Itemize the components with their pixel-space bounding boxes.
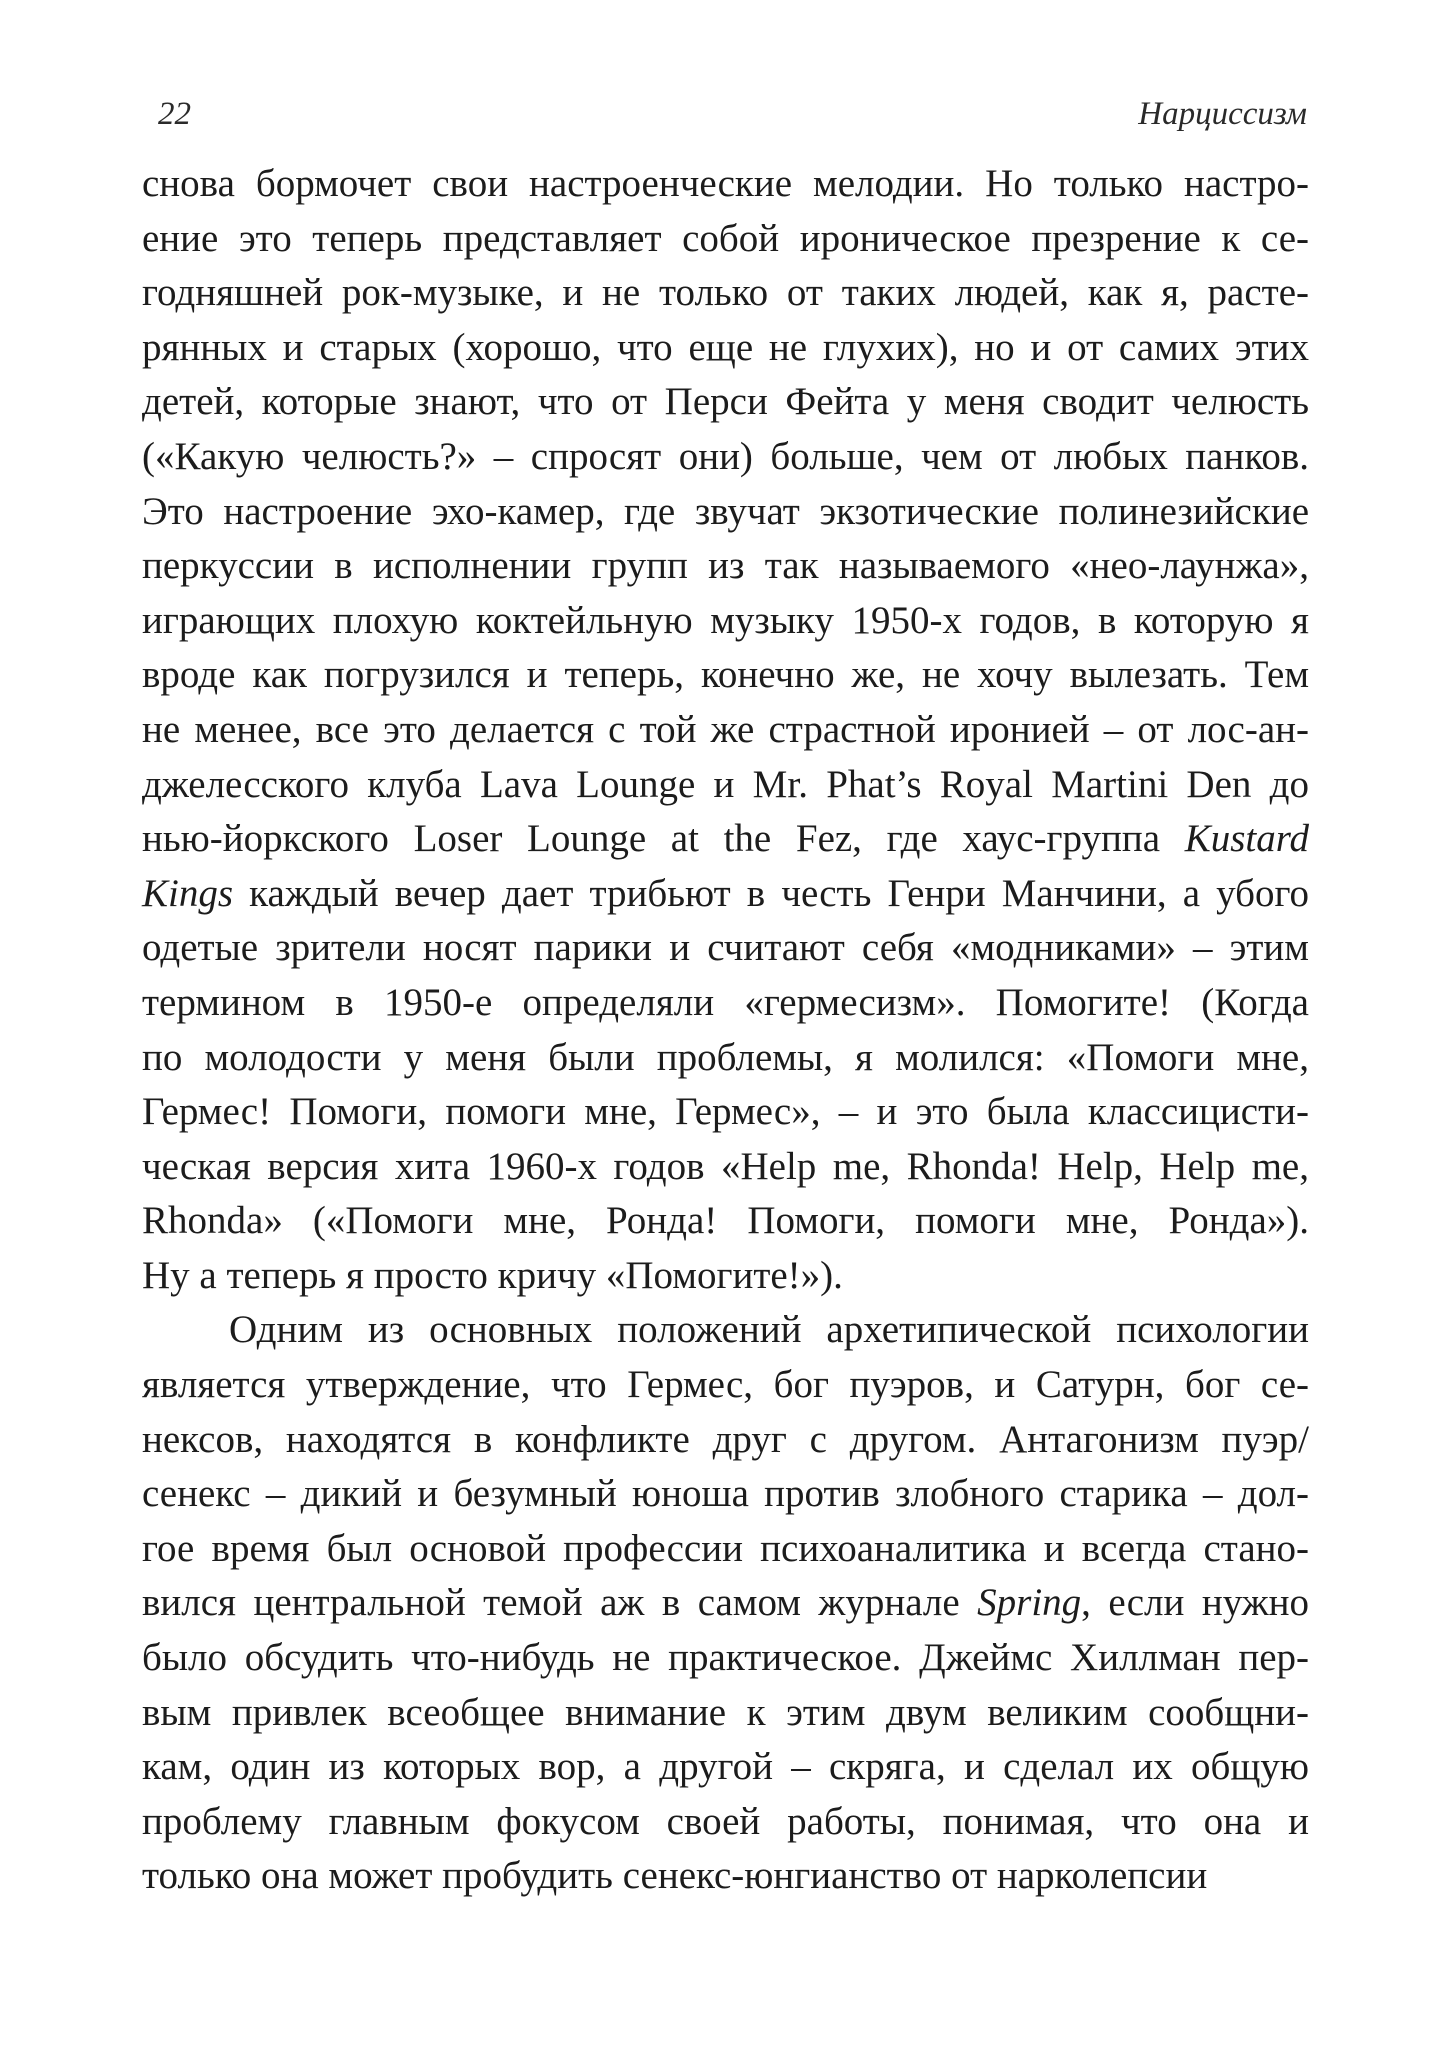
text-line: рянных и старых (хорошо, что еще не глухих), но и от самих этих: [142, 325, 1309, 369]
text-line: детей, которые знают, что от Перси Фейта у меня сводит челюсть: [142, 380, 1309, 424]
italic-title: Spring: [977, 1581, 1082, 1625]
text-line: Rhonda» («Помоги мне, Ронда! Помоги, помоги мне, Ронда»).: [142, 1199, 1309, 1243]
italic-title: Kings: [142, 871, 234, 915]
text-line: не менее, все это делается с той же страстной иронией – от лос-ан-: [142, 707, 1309, 751]
text-line: только она может пробудить сенекс-юнгианство от нарколепсии: [142, 1854, 1208, 1898]
running-title: Нарциссизм: [1138, 96, 1307, 132]
text-line: является утверждение, что Гермес, бог пуэров, и Сатурн, бог се-: [142, 1363, 1309, 1407]
text-fragment: , если нужно: [1081, 1581, 1309, 1625]
text-fragment: вился центральной темой аж в самом журнале: [142, 1581, 978, 1625]
text-line: снова бормочет свои настроенческие мелодии. Но только настро-: [142, 162, 1309, 205]
text-line: Это настроение эхо-камер, где звучат экзотические полинезийские: [142, 489, 1309, 533]
text-line: проблему главным фокусом своей работы, понимая, что она и: [142, 1799, 1309, 1843]
text-line: нексов, находятся в конфликте друг с другом. Антагонизм пуэр/: [142, 1417, 1309, 1461]
text-line: ение это теперь представляет собой ироническое презрение к се-: [142, 216, 1309, 260]
page-header: [158, 96, 1307, 146]
text-line: Гермес! Помоги, помоги мне, Гермес», – и это была классицисти-: [142, 1090, 1309, 1134]
text-line: одетые зрители носят парики и считают себя «модниками» – этим: [142, 926, 1309, 970]
text-fragment: нью-йоркского Loser Lounge at the Fez, где хаус-группа: [142, 817, 1185, 861]
text-line: [142, 812, 1309, 867]
text-line: вым привлек всеобщее внимание к этим двум великим сообщни-: [142, 1690, 1309, 1734]
italic-title: Kustard: [1184, 817, 1309, 861]
page-number: 22: [158, 96, 191, 132]
text-line: [142, 867, 1309, 922]
text-line: по молодости у меня были проблемы, я молился: «Помоги мне,: [142, 1035, 1309, 1079]
paragraph: [142, 157, 1309, 1303]
text-line: («Какую челюсть?» – спросят они) больше, чем от любых панков.: [142, 434, 1309, 478]
text-line: сенекс – дикий и безумный юноша против злобного старика – дол-: [142, 1472, 1309, 1516]
text-line: было обсудить что-нибудь не практическое. Джеймс Хиллман пер-: [142, 1636, 1309, 1680]
text-line: вроде как погрузился и теперь, конечно же, не хочу вылезать. Тем: [142, 653, 1309, 697]
body-text: [142, 157, 1309, 1904]
text-line: ческая версия хита 1960-х годов «Help me, Rhonda! Help, Help me,: [142, 1144, 1309, 1188]
text-line: Ну а теперь я просто кричу «Помогите!»).: [142, 1253, 843, 1297]
paragraph: [142, 1303, 1309, 1904]
text-line: кам, один из которых вор, а другой – скряга, и сделал их общую: [142, 1745, 1309, 1789]
text-line: джелесского клуба Lava Lounge и Mr. Phat’s Royal Martini Den до: [142, 762, 1309, 806]
text-line: играющих плохую коктейльную музыку 1950-х годов, в которую я: [142, 598, 1309, 642]
text-line: Одним из основных положений архетипической психологии: [229, 1308, 1309, 1352]
text-fragment: каждый вечер дает трибьют в честь Генри Манчини, а убого: [233, 871, 1309, 915]
text-line: перкуссии в исполнении групп из так называемого «нео-лаунжа»,: [142, 544, 1309, 588]
text-line: гое время был основой профессии психоаналитика и всегда стано-: [142, 1526, 1309, 1570]
text-line: [142, 1576, 1309, 1631]
text-line: термином в 1950-е определяли «гермесизм». Помогите! (Когда: [142, 980, 1309, 1024]
text-line: годняшней рок-музыке, и не только от таких людей, как я, расте-: [142, 271, 1309, 315]
